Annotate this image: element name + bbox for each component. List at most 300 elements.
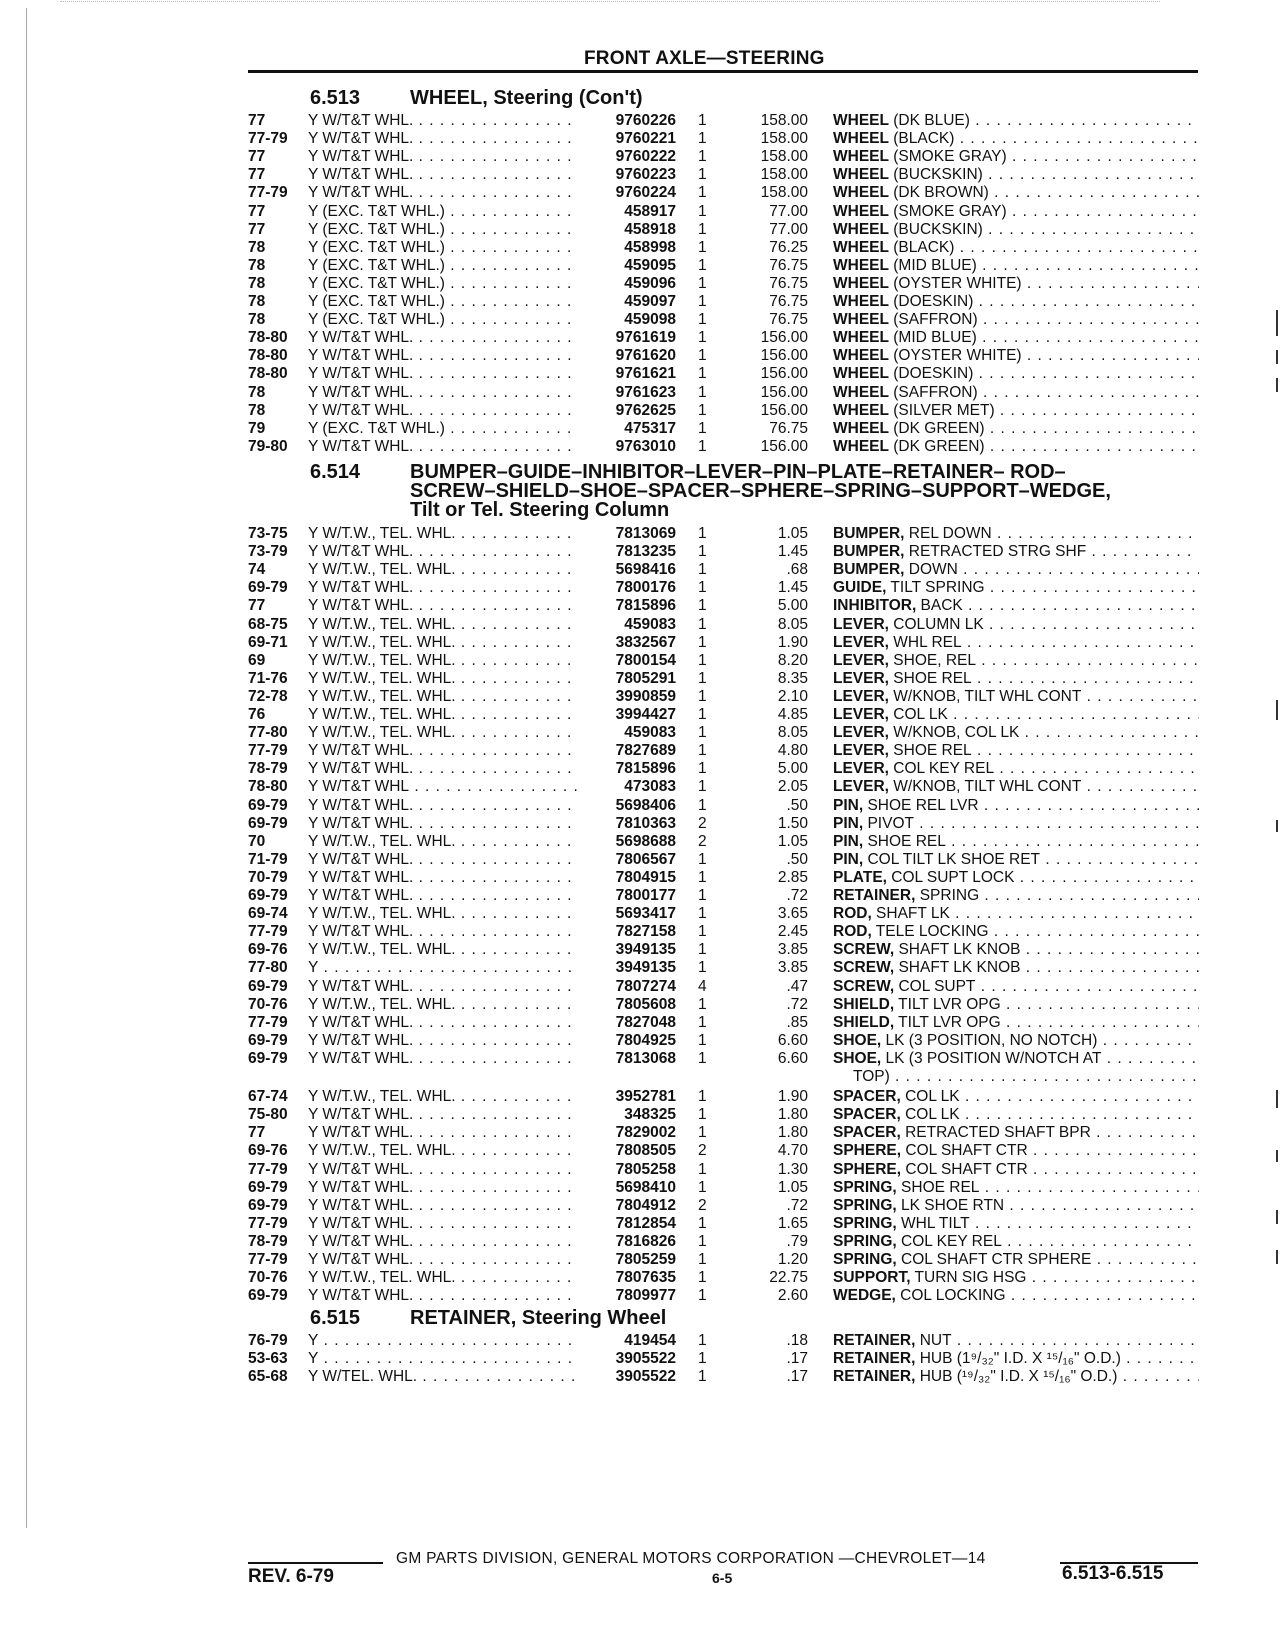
quantity: 1: [698, 148, 707, 166]
part-name-text: [833, 1350, 1199, 1367]
quantity: 1: [698, 1332, 707, 1349]
part-name: [833, 239, 1199, 257]
application-desc: Y (EXC. T&T WHL.) . . .: [308, 311, 578, 329]
quantity: 1: [698, 311, 707, 329]
part-name-detail: TILT SPRING: [886, 579, 985, 597]
part-name: [833, 1197, 1199, 1215]
part-name-noun: SPRING,: [833, 1214, 897, 1232]
margin-mark: [1276, 820, 1278, 832]
quantity: 1: [698, 1350, 707, 1368]
part-name: [833, 347, 1199, 365]
part-number: 458918: [624, 220, 676, 238]
part-number: 7815896: [615, 760, 676, 778]
part-name-noun: SUPPORT,: [833, 1269, 911, 1287]
application-desc: Y W/T.W., TEL. WHL. . . .: [308, 652, 578, 670]
part-name-noun: PIN,: [833, 796, 864, 814]
margin-mark: [1276, 700, 1278, 720]
part-name-detail: SHOE REL: [888, 742, 972, 760]
part-name-text: [833, 365, 1199, 382]
part-number: 7805259: [615, 1251, 676, 1268]
application-desc: Y (EXC. T&T WHL.) . . .: [308, 420, 578, 438]
part-name-detail: COL LK: [888, 706, 948, 723]
part-name-text: [833, 996, 1199, 1013]
application-desc: Y (EXC. T&T WHL.) . . .: [308, 275, 578, 293]
part-name: [833, 1269, 1199, 1287]
part-name-detail: (BUCKSKIN): [888, 166, 983, 184]
part-number: 7800177: [615, 887, 676, 904]
part-number: 419454: [624, 1332, 676, 1349]
application-desc: Y W/T&T WHL. . . .: [308, 1197, 578, 1215]
quantity: 1: [698, 1013, 707, 1031]
part-name-noun: PIN,: [833, 832, 864, 850]
part-name: [833, 851, 1199, 869]
part-name-text: [833, 887, 1199, 904]
quantity: 1: [698, 959, 707, 977]
part-number: 459095: [624, 256, 676, 274]
part-name: [833, 293, 1199, 311]
part-number: 9762625: [615, 401, 676, 419]
price: .50: [786, 850, 808, 868]
application-desc: Y W/T&T WHL. . . .: [308, 869, 578, 887]
part-number: 7807274: [615, 977, 676, 995]
model-year: 77: [248, 597, 266, 615]
part-name: [833, 670, 1199, 688]
part-name: [833, 959, 1199, 977]
application-desc: Y W/T.W., TEL. WHL. . . .: [308, 996, 578, 1014]
part-name-text: [833, 525, 1199, 542]
price: 156.00: [760, 365, 808, 383]
part-number: 7810363: [615, 814, 676, 832]
quantity: 1: [698, 293, 707, 310]
part-name-text: [833, 1269, 1199, 1286]
application-desc: Y W/T&T WHL. . . .: [308, 166, 578, 184]
quantity: 1: [698, 347, 707, 365]
quantity: 1: [698, 796, 707, 814]
part-number: 475317: [624, 419, 676, 437]
price: 76.75: [769, 256, 808, 274]
quantity: 1: [698, 184, 707, 202]
model-year: 69-74: [248, 905, 288, 923]
part-name-text: [833, 670, 1199, 687]
part-name-text: [833, 1233, 1199, 1250]
model-year: 78: [248, 274, 266, 292]
model-year: 77-79: [248, 923, 288, 941]
model-year: 77: [248, 1124, 266, 1142]
price: 158.00: [760, 184, 808, 202]
part-name: [833, 579, 1199, 597]
application-desc: Y W/T&T WHL . . .: [308, 778, 578, 796]
part-number: 7827048: [615, 1013, 676, 1031]
application-desc: Y W/T&T WHL. . . .: [308, 130, 578, 148]
part-name-noun: WHEEL: [833, 184, 889, 202]
part-name-detail: SPRING: [915, 887, 980, 904]
part-name-detail: RETRACTED STRG SHF: [904, 543, 1087, 561]
part-name-text: [833, 815, 1199, 832]
part-name-noun: SCREW,: [833, 941, 895, 959]
part-name-detail: WHL REL: [888, 633, 962, 651]
part-name-detail: (BLACK): [888, 238, 955, 256]
application-desc: Y W/T.W., TEL. WHL. . . .: [308, 724, 578, 742]
quantity: 1: [698, 1160, 707, 1178]
part-name-text: [833, 257, 1199, 274]
part-name: [833, 815, 1199, 833]
part-name-text: [833, 742, 1199, 759]
application-desc: Y W/T&T WHL. . . .: [308, 365, 578, 383]
part-name-noun: SCREW,: [833, 959, 895, 977]
part-number: 9761619: [615, 329, 676, 347]
application-desc: Y W/T&T WHL. . . .: [308, 347, 578, 365]
part-name: [833, 166, 1199, 184]
part-name-detail: SHAFT LK: [871, 905, 950, 923]
model-year: 78-79: [248, 760, 288, 778]
model-year: 71-79: [248, 850, 288, 868]
quantity: 1: [698, 1049, 707, 1067]
part-name-detail: LK SHOE RTN: [896, 1196, 1005, 1214]
part-name-noun: WHEEL: [833, 419, 889, 437]
quantity: 1: [698, 850, 707, 868]
price: 1.80: [777, 1106, 808, 1124]
application-desc: Y W/T&T WHL. . . .: [308, 1032, 578, 1050]
part-name-detail: W/KNOB, TILT WHL CONT: [888, 778, 1082, 796]
part-name-text: [833, 112, 1199, 129]
quantity: 1: [698, 706, 707, 723]
quantity: 1: [698, 724, 707, 742]
part-name-text: [833, 597, 1199, 614]
part-name-detail: SHOE REL: [863, 832, 946, 850]
model-year: 69-79: [248, 887, 288, 904]
model-year: 74: [248, 561, 266, 579]
part-name-noun: INHIBITOR,: [833, 597, 917, 615]
quantity: 2: [698, 1142, 707, 1160]
model-year: 71-76: [248, 669, 288, 687]
part-name-text: [833, 275, 1199, 292]
quantity: 1: [698, 130, 707, 148]
quantity: 1: [698, 1031, 707, 1049]
part-number: 7808505: [615, 1142, 676, 1160]
price: .17: [786, 1350, 808, 1368]
price: 6.60: [777, 1049, 808, 1067]
model-year: 78: [248, 293, 266, 310]
part-name-text: [833, 1215, 1199, 1232]
application-desc: Y W/T&T WHL. . . .: [308, 851, 578, 869]
application-desc: Y W/T&T WHL. . . .: [308, 184, 578, 202]
part-name-detail: LK (3 POSITION W/NOTCH AT: [881, 1049, 1102, 1067]
quantity: 1: [698, 419, 707, 437]
part-name-noun: SPRING,: [833, 1251, 897, 1268]
price: 77.00: [769, 202, 808, 220]
price: 1.90: [777, 633, 808, 651]
part-name-detail: LK (3 POSITION, NO NOTCH): [881, 1031, 1098, 1049]
application-desc: Y (EXC. T&T WHL.) . . .: [308, 203, 578, 221]
part-number: 3952781: [615, 1088, 676, 1106]
price: 3.65: [777, 905, 808, 923]
part-number: 5698406: [615, 796, 676, 814]
part-name-detail: REL DOWN: [904, 525, 992, 542]
part-name-detail: (DK GREEN): [888, 437, 985, 455]
model-year: 69-76: [248, 1142, 288, 1160]
price: 3.85: [777, 959, 808, 977]
quantity: 1: [698, 615, 707, 633]
part-name: [833, 688, 1199, 706]
part-name-noun: SHIELD,: [833, 995, 895, 1013]
part-name-text: [833, 221, 1199, 238]
quantity: 1: [698, 1214, 707, 1232]
model-year: 69-79: [248, 977, 288, 995]
quantity: 1: [698, 274, 707, 292]
part-name-detail: (OYSTER WHITE): [888, 347, 1022, 365]
price: 2.60: [777, 1287, 808, 1305]
application-desc: Y W/T&T WHL. . . .: [308, 384, 578, 402]
model-year: 77-80: [248, 959, 288, 977]
part-name-noun: WHEEL: [833, 383, 889, 401]
part-name-detail: NUT: [915, 1332, 952, 1349]
part-name-text: [833, 293, 1199, 310]
quantity: 1: [698, 905, 707, 923]
part-name-text: [833, 329, 1199, 346]
price: .17: [786, 1368, 808, 1386]
part-name: [833, 778, 1199, 796]
part-name-text: [833, 688, 1199, 705]
part-name-text: [833, 1179, 1199, 1196]
part-name-noun: RETAINER,: [833, 1350, 916, 1368]
part-name: [833, 543, 1199, 561]
part-name-noun: WHEEL: [833, 347, 889, 365]
quantity: 1: [698, 778, 707, 796]
part-number: 7812854: [615, 1214, 676, 1232]
part-name-noun: WHEEL: [833, 112, 889, 129]
quantity: 1: [698, 1178, 707, 1196]
part-name-text: [833, 905, 1199, 922]
model-year: 68-75: [248, 615, 288, 633]
part-name-noun: LEVER,: [833, 633, 889, 651]
section-number: 6.513: [310, 87, 361, 109]
part-name-detail: COL SHAFT CTR SPHERE: [896, 1251, 1092, 1268]
quantity: 2: [698, 1196, 707, 1214]
quantity: 1: [698, 868, 707, 886]
quantity: 1: [698, 238, 707, 256]
section-title: RETAINER, Steering Wheel: [410, 1307, 667, 1329]
quantity: 1: [698, 1088, 707, 1106]
model-year: 73-75: [248, 525, 288, 542]
part-number: 7827158: [615, 923, 676, 941]
model-year: 72-78: [248, 687, 288, 705]
quantity: 1: [698, 166, 707, 184]
part-name-detail: (SMOKE GRAY): [888, 202, 1007, 220]
part-name: [833, 760, 1199, 778]
application-desc: Y W/T.W., TEL. WHL. . . .: [308, 1088, 578, 1106]
part-name-text: [833, 652, 1199, 669]
price: 156.00: [760, 401, 808, 419]
application-desc: Y W/T&T WHL. . . .: [308, 1233, 578, 1251]
part-name: [833, 724, 1199, 742]
part-number: 9763010: [615, 437, 676, 455]
part-name-noun: LEVER,: [833, 742, 889, 760]
part-name-text: [833, 760, 1199, 777]
part-name-text: [833, 1014, 1199, 1031]
price: 1.50: [777, 814, 808, 832]
model-year: 70-79: [248, 868, 288, 886]
part-name-continued-text: TOP) . . .: [853, 1068, 1199, 1085]
part-name-text: [833, 130, 1199, 147]
application-desc: Y W/T.W., TEL. WHL. . . .: [308, 833, 578, 851]
part-name-detail: PIVOT: [863, 814, 914, 832]
model-year: 69-79: [248, 579, 288, 597]
price: 4.85: [777, 706, 808, 723]
part-number: 7827689: [615, 742, 676, 760]
application-desc: Y W/T&T WHL. . . .: [308, 815, 578, 833]
part-name-text: [833, 941, 1199, 958]
part-name-detail: (DOESKIN): [888, 365, 974, 383]
part-name-text: [833, 1332, 1199, 1349]
margin-mark: [1276, 378, 1278, 392]
part-name: [833, 1287, 1199, 1305]
price: 2.85: [777, 868, 808, 886]
price: 1.20: [777, 1251, 808, 1268]
part-name-detail: TILT LVR OPG: [894, 995, 1001, 1013]
part-name-detail: SHOE REL LVR: [863, 796, 979, 814]
application-desc: Y W/T&T WHL. . . .: [308, 329, 578, 347]
part-name-detail: (BLACK): [888, 130, 955, 148]
model-year: 78-80: [248, 329, 288, 347]
section-title: Tilt or Tel. Steering Column: [410, 499, 670, 521]
model-year: 77: [248, 148, 266, 166]
model-year: 73-79: [248, 543, 288, 561]
part-name-noun: WHEEL: [833, 437, 889, 455]
application-desc: Y W/T&T WHL. . . .: [308, 112, 578, 130]
part-number: 3832567: [615, 633, 676, 651]
part-name: [833, 1050, 1199, 1068]
part-name: [833, 797, 1199, 815]
part-name: [833, 652, 1199, 670]
top-edge-marks: [60, 1, 1160, 2]
price: 3.85: [777, 941, 808, 959]
part-name-text: [833, 347, 1199, 364]
part-name-detail: COL SHAFT CTR: [901, 1160, 1028, 1178]
application-desc: Y W/T&T WHL. . . .: [308, 438, 578, 456]
part-name-noun: BUMPER,: [833, 543, 905, 561]
part-name-noun: SPRING,: [833, 1178, 897, 1196]
part-number: 9760223: [615, 166, 676, 184]
price: .18: [786, 1332, 808, 1349]
application-desc: Y W/T&T WHL. . . .: [308, 1014, 578, 1032]
part-number: 7805291: [615, 669, 676, 687]
part-number: 9760221: [615, 130, 676, 148]
part-name: [833, 833, 1199, 851]
part-name-text: [833, 869, 1199, 886]
part-number: 7809977: [615, 1287, 676, 1305]
price: 1.90: [777, 1088, 808, 1106]
part-name: [833, 1215, 1199, 1233]
part-number: 3949135: [615, 959, 676, 977]
model-year: 78: [248, 238, 266, 256]
part-name-detail: BACK: [916, 597, 963, 615]
part-number: 459083: [624, 724, 676, 742]
part-name-text: [833, 1161, 1199, 1178]
part-number: 3905522: [615, 1368, 676, 1386]
part-name-detail: (OYSTER WHITE): [888, 274, 1022, 292]
price: 1.45: [777, 579, 808, 597]
part-name-text: [833, 148, 1199, 165]
price: 76.75: [769, 311, 808, 329]
part-name-text: [833, 1251, 1199, 1268]
part-name-noun: BUMPER,: [833, 525, 905, 542]
part-name: [833, 1124, 1199, 1142]
application-desc: Y W/T&T WHL. . . .: [308, 597, 578, 615]
part-name-detail: (MID BLUE): [888, 329, 977, 347]
page-header-title: FRONT AXLE—STEERING: [584, 48, 825, 69]
part-name-detail: TILT LVR OPG: [894, 1013, 1001, 1031]
part-number: 5698410: [615, 1178, 676, 1196]
model-year: 67-74: [248, 1088, 288, 1106]
price: .79: [786, 1232, 808, 1250]
price: 5.00: [777, 597, 808, 615]
part-name: [833, 923, 1199, 941]
part-name-noun: WHEEL: [833, 220, 889, 238]
part-name-text: [833, 833, 1199, 850]
part-name-detail: (DK BROWN): [888, 184, 989, 202]
part-name-text: [833, 166, 1199, 183]
part-name: [833, 597, 1199, 615]
price: 76.25: [769, 238, 808, 256]
price: 5.00: [777, 760, 808, 778]
model-year: 78-80: [248, 365, 288, 383]
quantity: 1: [698, 256, 707, 274]
application-desc: Y W/T&T WHL. . . .: [308, 923, 578, 941]
part-number: 3949135: [615, 941, 676, 959]
model-year: 69-79: [248, 1049, 288, 1067]
price: 22.75: [769, 1269, 808, 1287]
quantity: 1: [698, 1287, 707, 1305]
price: .72: [786, 1196, 808, 1214]
part-name-noun: LEVER,: [833, 651, 889, 669]
part-number: 459098: [624, 311, 676, 329]
part-name-text: [833, 1106, 1199, 1123]
price: 4.80: [777, 742, 808, 760]
part-name-noun: WHEEL: [833, 238, 889, 256]
margin-mark: [1276, 1150, 1278, 1162]
part-name-noun: SPACER,: [833, 1124, 901, 1142]
part-name-noun: WHEEL: [833, 202, 889, 220]
part-name-noun: PLATE,: [833, 868, 887, 886]
part-name-noun: WHEEL: [833, 130, 889, 148]
application-desc: Y W/TEL. WHL. . . .: [308, 1368, 578, 1386]
application-desc: Y W/T&T WHL. . . .: [308, 1251, 578, 1269]
part-name: [833, 1142, 1199, 1160]
application-desc: Y W/T&T WHL. . . .: [308, 402, 578, 420]
part-number: 3994427: [615, 706, 676, 723]
part-name-detail: COL SHAFT CTR: [901, 1142, 1028, 1160]
part-name: [833, 311, 1199, 329]
part-name-text: [833, 923, 1199, 940]
model-year: 70-76: [248, 995, 288, 1013]
price: 77.00: [769, 220, 808, 238]
model-year: 77: [248, 202, 266, 220]
model-year: 77-79: [248, 1160, 288, 1178]
price: .47: [786, 977, 808, 995]
part-name: [833, 706, 1199, 724]
part-number: 7813068: [615, 1049, 676, 1067]
part-name: [833, 1251, 1199, 1269]
part-name-text: [833, 1142, 1199, 1159]
section-title: BUMPER–GUIDE–INHIBITOR–LEVER–PIN–PLATE–RETAINER– ROD–: [410, 461, 1066, 483]
model-year: 69-79: [248, 1287, 288, 1305]
quantity: 1: [698, 437, 707, 455]
part-number: 9760222: [615, 148, 676, 166]
application-desc: Y W/T&T WHL. . . .: [308, 1179, 578, 1197]
part-name-text: [833, 616, 1199, 633]
part-name-text: [833, 420, 1199, 437]
part-name-noun: SHOE,: [833, 1031, 882, 1049]
